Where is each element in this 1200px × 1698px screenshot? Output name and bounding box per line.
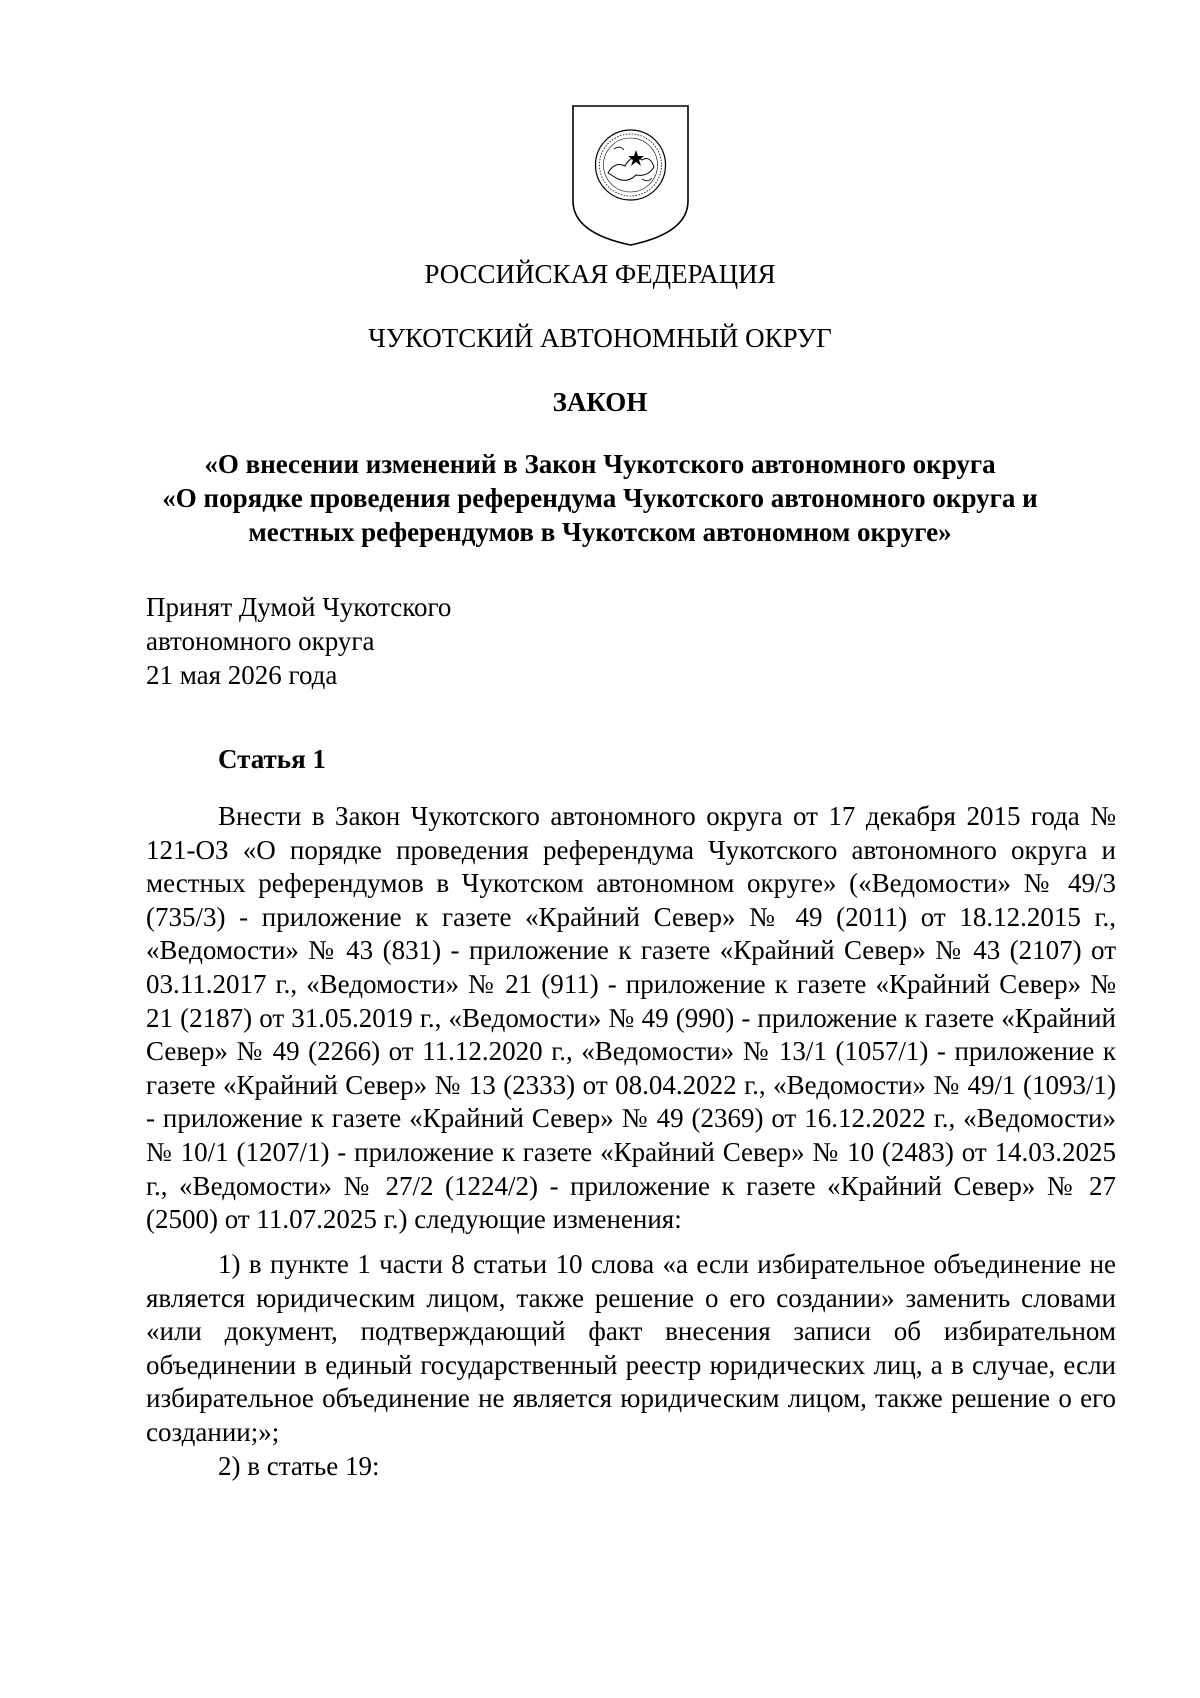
law-title-line-1: «О внесении изменений в Закон Чукотского автономного округа	[204, 449, 996, 479]
law-title-line-3: местных референдумов в Чукотском автономном округе»	[248, 517, 952, 547]
region-heading: ЧУКОТСКИЙ АВТОНОМНЫЙ ОКРУГ	[368, 323, 832, 353]
amendment-item-1: 1) в пункте 1 части 8 статьи 10 слова «а если избирательное объединение не является юридическим лицом, также решение о его создании» заменить словами «или документ, подтверждающий факт внесения записи об избирательном объединении в единый государственный реестр юридических лиц, а в случае, если избирательное объединение не является юридическим лицом, также решение о его создании;»;	[146, 1249, 1116, 1447]
law-title-line-2: «О порядке проведения референдума Чукотского автономного округа и	[162, 483, 1038, 513]
adoption-date: 21 мая 2026 года	[146, 660, 338, 690]
adoption-line-1: Принят Думой Чукотского	[146, 592, 452, 622]
document-type-heading: ЗАКОН	[552, 387, 648, 417]
amendment-item-2: 2) в статье 19:	[218, 1451, 380, 1481]
article-intro-paragraph: Внести в Закон Чукотского автономного округа от 17 декабря 2015 года № 121-ОЗ «О порядке проведения референдума Чукотского автономного округа и местных референдумов в Чукотском автономном округе» («Ведомости» № 49/3 (735/3) - приложение к газете «Крайний Север» № 49 (2011) от 18.12.2015 г., «Ведомости» № 43 (831) - приложение к газете «Крайний Север» № 43 (2107) от 03.11.2017 г., «Ведомости» № 21 (911) - приложение к газете «Крайний Север» № 21 (2187) от 31.05.2019 г., «Ведомости» № 49 (990) - приложение к газете «Крайний Север» № 49 (2266) от 11.12.2020 г., «Ведомости» № 13/1 (1057/1) - приложение к газете «Крайний Север» № 13 (2333) от 08.04.2022 г., «Ведомости» № 49/1 (1093/1) - приложение к газете «Крайний Север» № 49 (2369) от 16.12.2022 г., «Ведомости» № 10/1 (1207/1) - приложение к газете «Крайний Север» № 10 (2483) от 14.03.2025 г., «Ведомости» № 27/2 (1224/2) - приложение к газете «Крайний Север» № 27 (2500) от 11.07.2025 г.) следующие изменения:	[146, 801, 1116, 1235]
coat-of-arms-icon	[570, 103, 691, 248]
country-heading: РОССИЙСКАЯ ФЕДЕРАЦИЯ	[424, 259, 776, 289]
article-heading: Статья 1	[218, 744, 326, 774]
adoption-line-2: автономного округа	[146, 626, 375, 656]
